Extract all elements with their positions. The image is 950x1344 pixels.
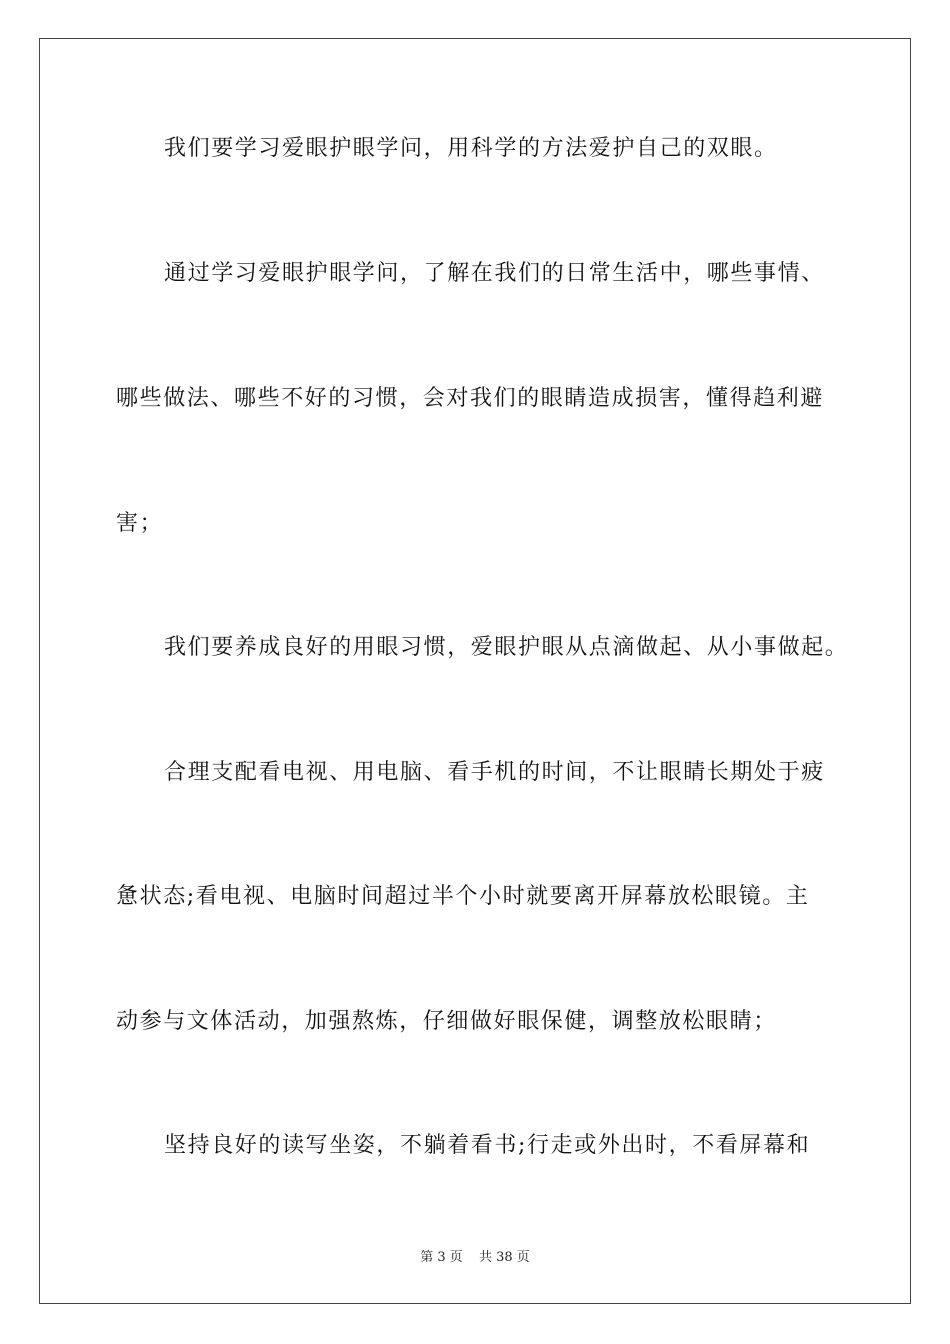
paragraph-line-4: 害； [116,511,164,536]
page-border [39,38,911,1304]
paragraph-line-2: 通过学习爱眼护眼学问，了解在我们的日常生活中，哪些事情、 [164,261,825,286]
paragraph-line-7: 惫状态;看电视、电脑时间超过半个小时就要离开屏幕放松眼镜。主 [116,884,810,909]
paragraph-line-8: 动参与文体活动，加强熬炼，仔细做好眼保健，调整放松眼睛； [116,1009,777,1034]
paragraph-line-3: 哪些做法、哪些不好的习惯，会对我们的眼睛造成损害，懂得趋利避 [116,386,825,411]
paragraph-line-9: 坚持良好的读写坐姿，不躺着看书;行走或外出时，不看屏幕和 [164,1133,811,1158]
paragraph-line-5: 我们要养成良好的用眼习惯，爱眼护眼从点滴做起、从小事做起。 [164,635,849,660]
page-footer [0,1246,950,1265]
paragraph-line-6: 合理支配看电视、用电脑、看手机的时间，不让眼睛长期处于疲 [164,760,825,785]
page-number-current: 第 3 页 [420,1250,463,1265]
page-number-total: 共 38 页 [478,1250,530,1265]
paragraph-line-1: 我们要学习爱眼护眼学问，用科学的方法爱护自己的双眼。 [164,136,778,161]
